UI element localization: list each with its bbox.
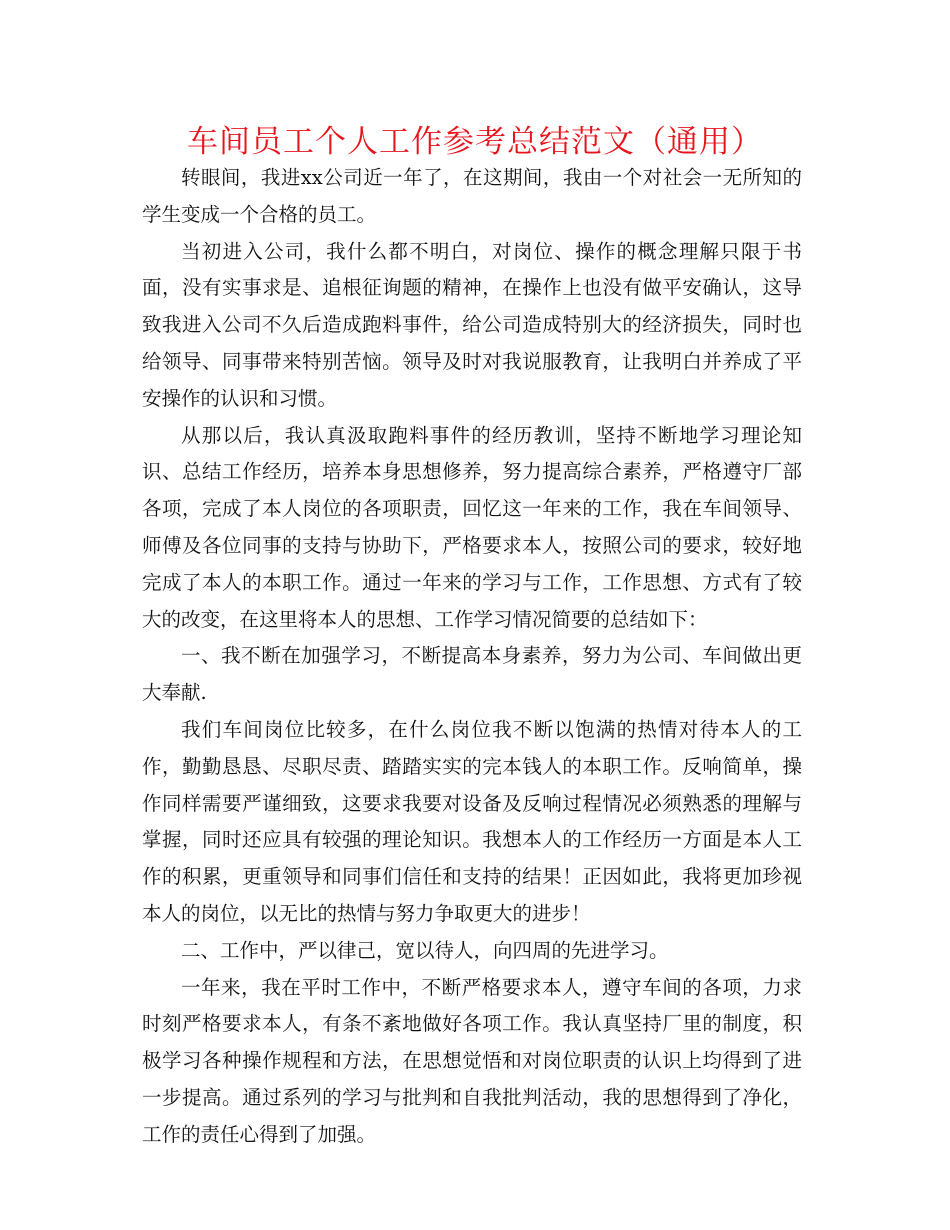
paragraph: 当初进入公司，我什么都不明白，对岗位、操作的概念理解只限于书面，没有实事求是、追根征询题的精神，在操作上也没有做平安确认，这导致我进入公司不久后造成跑料事件，给公司造成特别大的经济损失，同时也给领导、同事带来特别苦恼。领导及时对我说服教育，让我明白并养成了平安操作的认识和习惯。 xyxy=(142,239,802,410)
paragraph: 我们车间岗位比较多，在什么岗位我不断以饱满的热情对待本人的工作，勤勤恳恳、尽职尽责、踏踏实实的完本钱人的本职工作。反响简单，操作同样需要严谨细致，这要求我要对设备及反响过程情况必须熟悉的理解与掌握，同时还应具有较强的理论知识。我想本人的工作经历一方面是本人工作的积累，更重领导和同事们信任和支持的结果！正因如此，我将更加珍视本人的岗位，以无比的热情与努力争取更大的进步！ xyxy=(142,717,802,925)
document-title: 车间员工个人工作参考总结范文（通用） xyxy=(187,124,763,160)
paragraph: 转眼间，我进xx公司近一年了，在这期间，我由一个对社会一无所知的学生变成一个合格的员工。 xyxy=(142,166,802,226)
paragraph: 二、工作中，严以律己，宽以待人，向四周的先进学习。 xyxy=(181,938,669,962)
paragraph: 一、我不断在加强学习，不断提高本身素养，努力为公司、车间做出更大奉献. xyxy=(142,644,802,705)
paragraph: 一年来，我在平时工作中，不断严格要求本人，遵守车间的各项，力求时刻严格要求本人，有条不紊地做好各项工作。我认真坚持厂里的制度，积极学习各种操作规程和方法，在思想觉悟和对岗位职责的认识上均得到了进一步提高。通过系列的学习与批判和自我批判活动，我的思想得到了净化，工作的责任心得到了加强。 xyxy=(142,975,802,1146)
document-body xyxy=(142,160,802,1154)
paragraph: 从那以后，我认真汲取跑料事件的经历教训，坚持不断地学习理论知识、总结工作经历，培养本身思想修养，努力提高综合素养，严格遵守厂部各项，完成了本人岗位的各项职责，回忆这一年来的工作，我在车间领导、师傅及各位同事的支持与协助下，严格要求本人，按照公司的要求，较好地完成了本人的本职工作。通过一年来的学习与工作，工作思想、方式有了较大的改变，在这里将本人的思想、工作学习情况简要的总结如下： xyxy=(142,423,802,631)
